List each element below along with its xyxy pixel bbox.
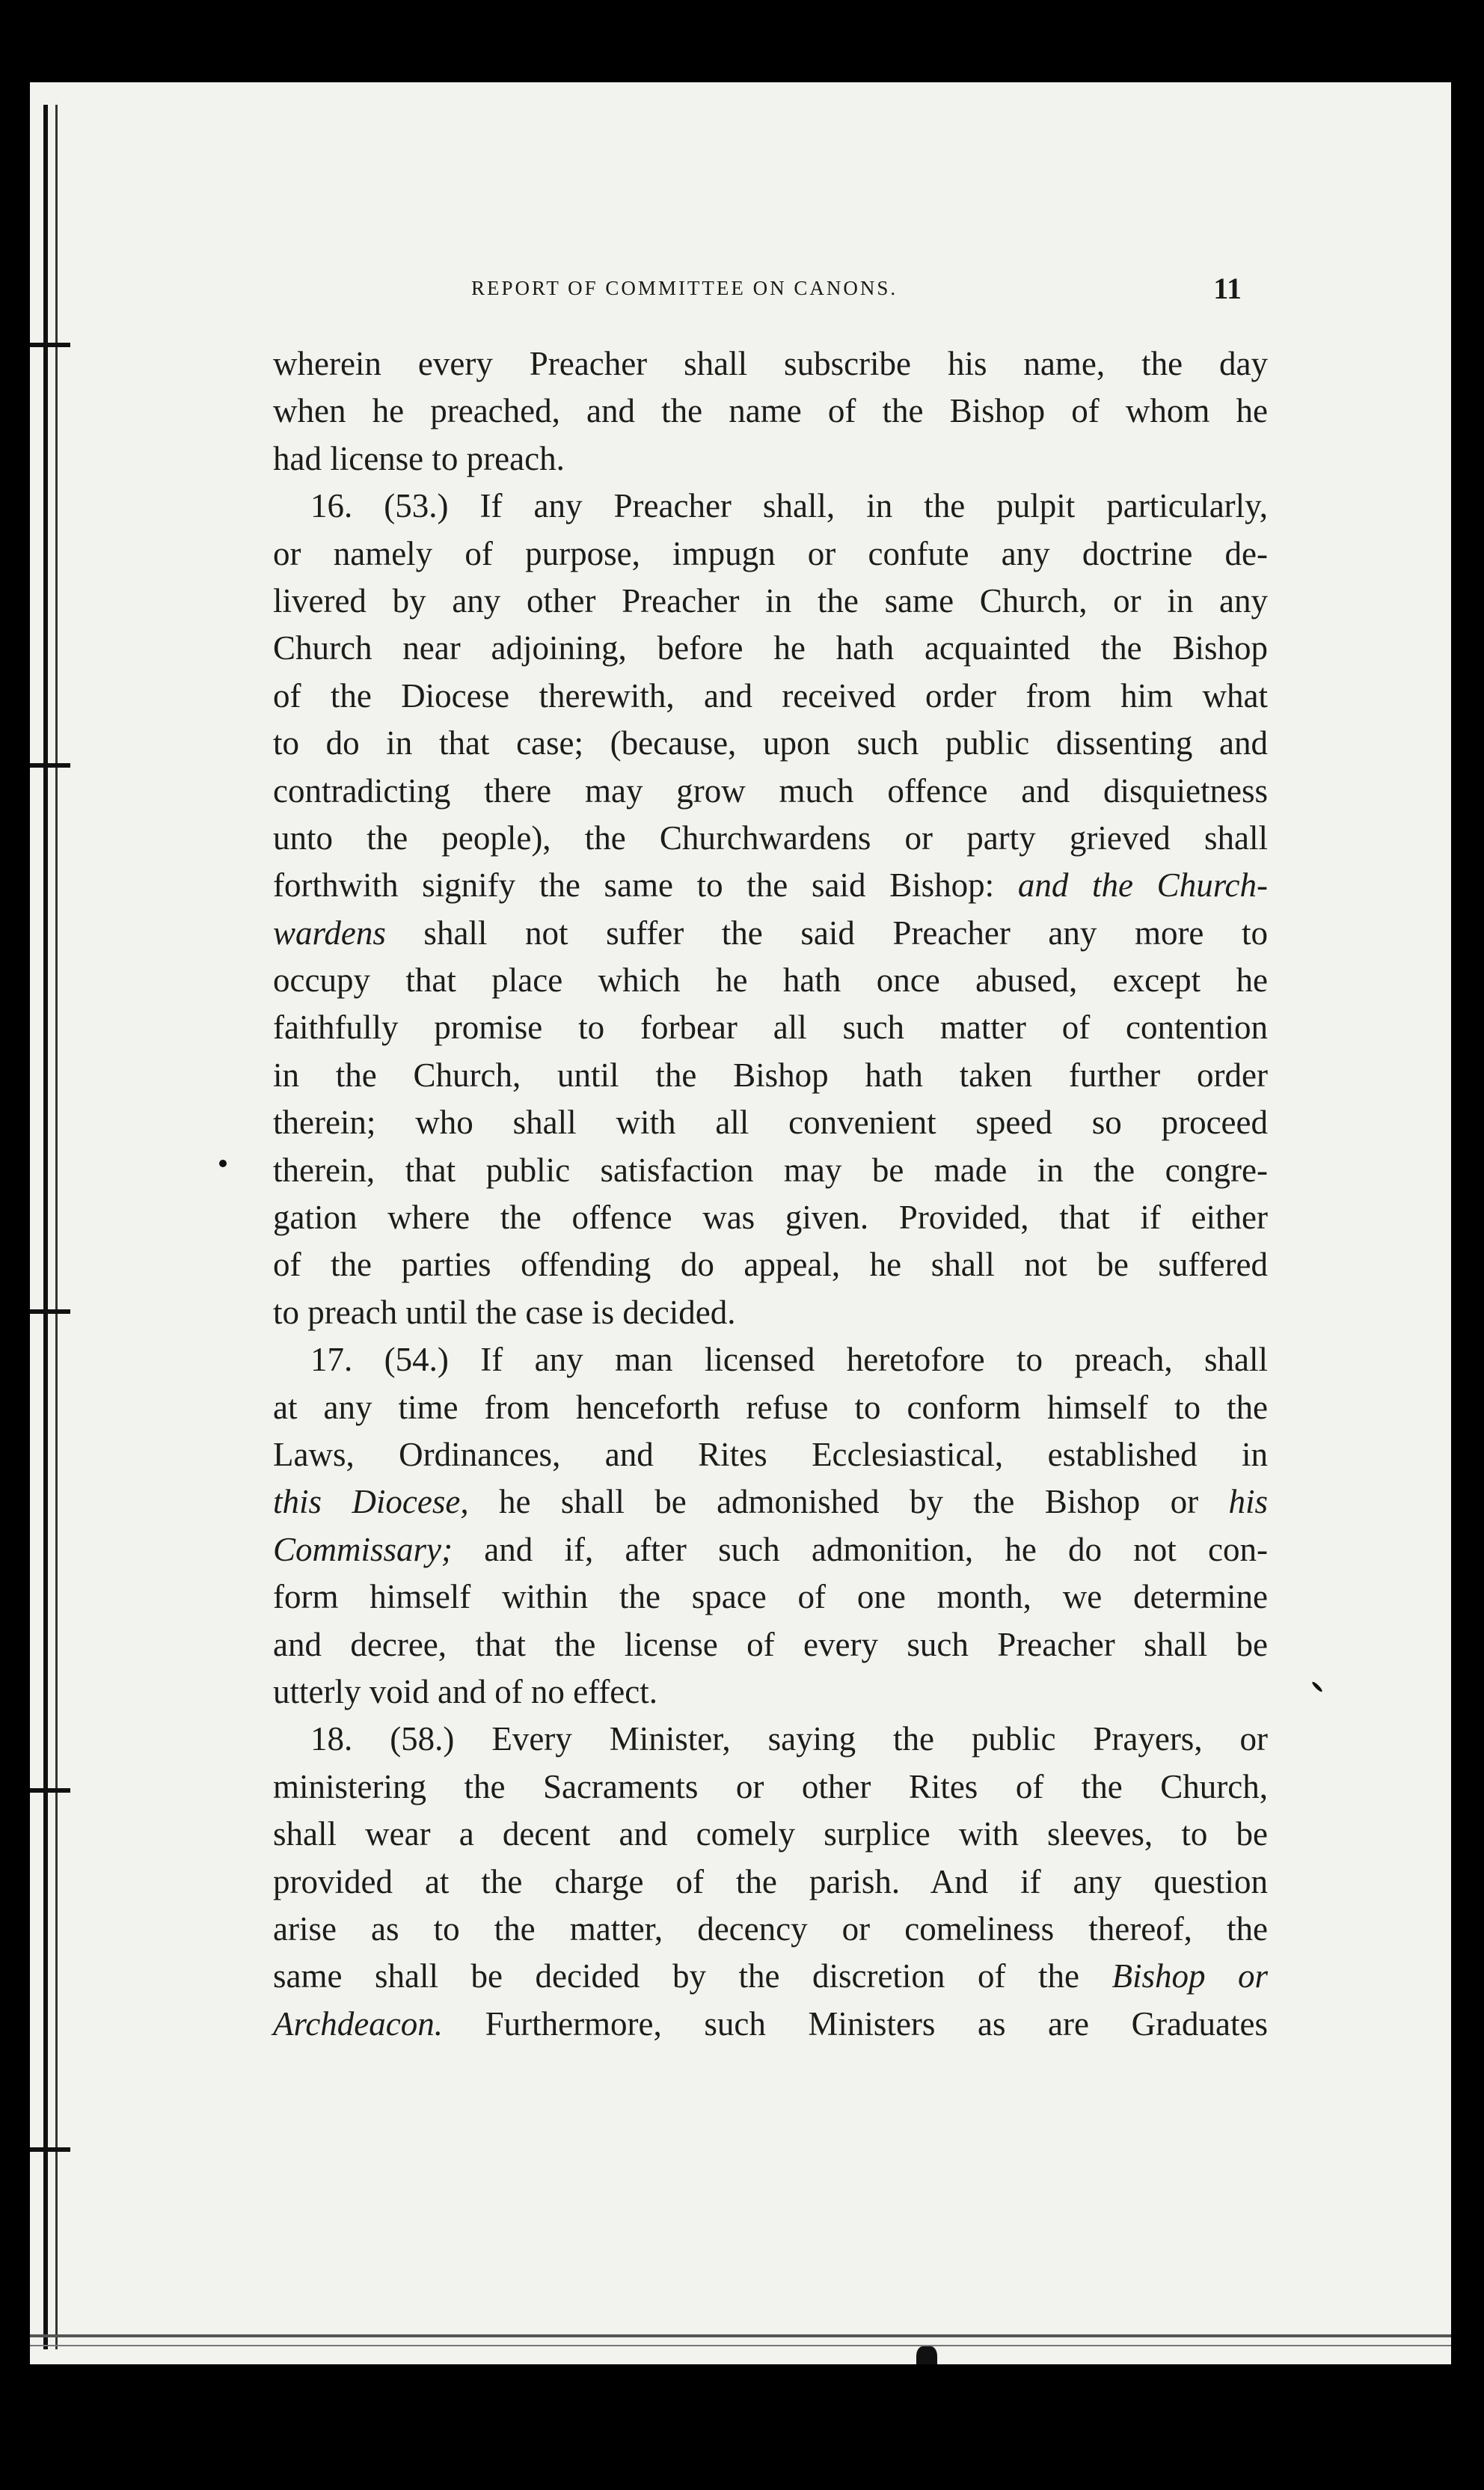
text-line	[273, 910, 1268, 957]
text-run: when he preached, and the name of the Bishop of whom he	[273, 392, 1268, 430]
text-run: to preach until the case is decided.	[273, 1293, 736, 1331]
text-line	[273, 1716, 1268, 1763]
text-line	[273, 2001, 1268, 2048]
italic-text: his	[1228, 1483, 1269, 1521]
binding-mark	[30, 343, 70, 347]
text-line	[273, 1431, 1268, 1478]
binding-mark	[30, 1788, 70, 1793]
text-line	[273, 1099, 1268, 1146]
text-run: in the Church, until the Bishop hath taken further order	[273, 1056, 1268, 1094]
text-run: of the parties offending do appeal, he shall not be suffered	[273, 1246, 1268, 1284]
text-run: same shall be decided by the discretion of the	[273, 1957, 1112, 1995]
text-run: 18. (58.) Every Minister, saying the public Prayers, or	[310, 1720, 1268, 1758]
text-run: and if, after such admonition, he do not con-	[453, 1530, 1268, 1568]
text-line	[273, 1859, 1268, 1906]
binding-rule	[43, 105, 48, 2349]
text-run: had license to preach.	[273, 439, 565, 477]
text-line	[273, 625, 1268, 672]
binding-mark	[30, 1309, 70, 1314]
binding-rule	[55, 105, 58, 2349]
text-run: Furthermore, such Ministers as are Graduates	[443, 2004, 1268, 2043]
page-bottom-rule	[30, 2345, 1451, 2346]
text-line	[273, 1336, 1268, 1383]
text-line	[273, 1289, 1268, 1336]
text-line	[273, 1621, 1268, 1668]
text-run: faithfully promise to forbear all such matter of contention	[273, 1009, 1268, 1047]
text-run: Laws, Ordinances, and Rites Ecclesiastical, established in	[273, 1435, 1268, 1473]
book-page	[30, 82, 1451, 2364]
text-run: therein; who shall with all convenient speed so proceed	[273, 1104, 1268, 1142]
text-line	[273, 578, 1268, 625]
text-line	[273, 1953, 1268, 2000]
text-line	[273, 340, 1268, 388]
italic-text: Archdeacon.	[273, 2004, 443, 2043]
text-line	[273, 1194, 1268, 1241]
text-line	[273, 1811, 1268, 1858]
text-run: shall not suffer the said Preacher any more to	[385, 914, 1268, 952]
text-run: 17. (54.) If any man licensed heretofore to preach, shall	[310, 1341, 1268, 1379]
text-line	[273, 435, 1268, 483]
text-run: of the Diocese therewith, and received order from him what	[273, 676, 1268, 715]
text-line	[273, 673, 1268, 720]
italic-text: Bishop or	[1112, 1957, 1269, 1995]
text-line	[273, 720, 1268, 767]
text-line	[273, 1906, 1268, 1953]
text-line	[273, 768, 1268, 815]
page-number: 11	[1213, 272, 1242, 305]
text-run: forthwith signify the same to the said Bishop:	[273, 866, 1018, 905]
text-line	[273, 1052, 1268, 1099]
text-run: livered by any other Preacher in the same Church, or in any	[273, 581, 1268, 620]
text-run: to do in that case; (because, upon such public dissenting and	[273, 724, 1268, 762]
text-run: at any time from henceforth refuse to conform himself to the	[273, 1388, 1268, 1426]
text-line	[273, 530, 1268, 578]
binding-mark	[30, 763, 70, 768]
ink-blot	[916, 2346, 937, 2364]
text-run: shall wear a decent and comely surplice with sleeves, to be	[273, 1815, 1268, 1853]
ink-mark	[1311, 1680, 1323, 1692]
text-run: utterly void and of no effect.	[273, 1672, 658, 1710]
text-line	[273, 1147, 1268, 1194]
text-run: ministering the Sacraments or other Rites of the Church,	[273, 1767, 1268, 1805]
text-line	[273, 862, 1268, 909]
text-line	[273, 1241, 1268, 1288]
text-line	[273, 1573, 1268, 1621]
text-line	[273, 1526, 1268, 1573]
text-run: wherein every Preacher shall subscribe his name, the day	[273, 345, 1268, 382]
text-run: Church near adjoining, before he hath acquainted the Bishop	[273, 629, 1268, 667]
text-run: gation where the offence was given. Provided, that if either	[273, 1199, 1268, 1237]
ink-speck	[219, 1160, 227, 1167]
text-run: unto the people), the Churchwardens or party grieved shall	[273, 819, 1268, 857]
running-head-title: REPORT OF COMMITTEE ON CANONS.	[471, 277, 898, 299]
text-line	[273, 1384, 1268, 1431]
running-head	[247, 272, 1242, 314]
page-bottom-rule	[30, 2334, 1451, 2337]
text-line	[273, 1668, 1268, 1716]
body-text	[273, 340, 1268, 2048]
text-line	[273, 1004, 1268, 1051]
text-run: 16. (53.) If any Preacher shall, in the pulpit particularly,	[310, 487, 1268, 525]
italic-text: wardens	[273, 914, 386, 952]
text-run: arise as to the matter, decency or comeliness thereof, the	[273, 1909, 1268, 1948]
italic-text: Commissary;	[273, 1530, 453, 1568]
binding-mark	[30, 2147, 70, 2152]
text-run: contradicting there may grow much offence and disquietness	[273, 771, 1268, 810]
italic-text: and the Church-	[1017, 866, 1268, 905]
text-run: provided at the charge of the parish. And if any question	[273, 1862, 1268, 1900]
text-line	[273, 1764, 1268, 1811]
text-run: occupy that place which he hath once abused, except he	[273, 961, 1268, 1000]
text-line	[273, 957, 1268, 1004]
text-run: or namely of purpose, impugn or confute any doctrine de-	[273, 534, 1268, 572]
text-line	[273, 388, 1268, 435]
text-run: and decree, that the license of every such Preacher shall be	[273, 1625, 1268, 1663]
text-run: therein, that public satisfaction may be made in the congre-	[273, 1151, 1268, 1189]
text-line	[273, 483, 1268, 530]
italic-text: this Diocese,	[273, 1483, 469, 1521]
text-run: form himself within the space of one month, we determine	[273, 1578, 1268, 1616]
text-line	[273, 1478, 1268, 1526]
text-line	[273, 815, 1268, 862]
page-binding-edge	[30, 82, 75, 2364]
text-run: he shall be admonished by the Bishop or	[468, 1483, 1229, 1521]
